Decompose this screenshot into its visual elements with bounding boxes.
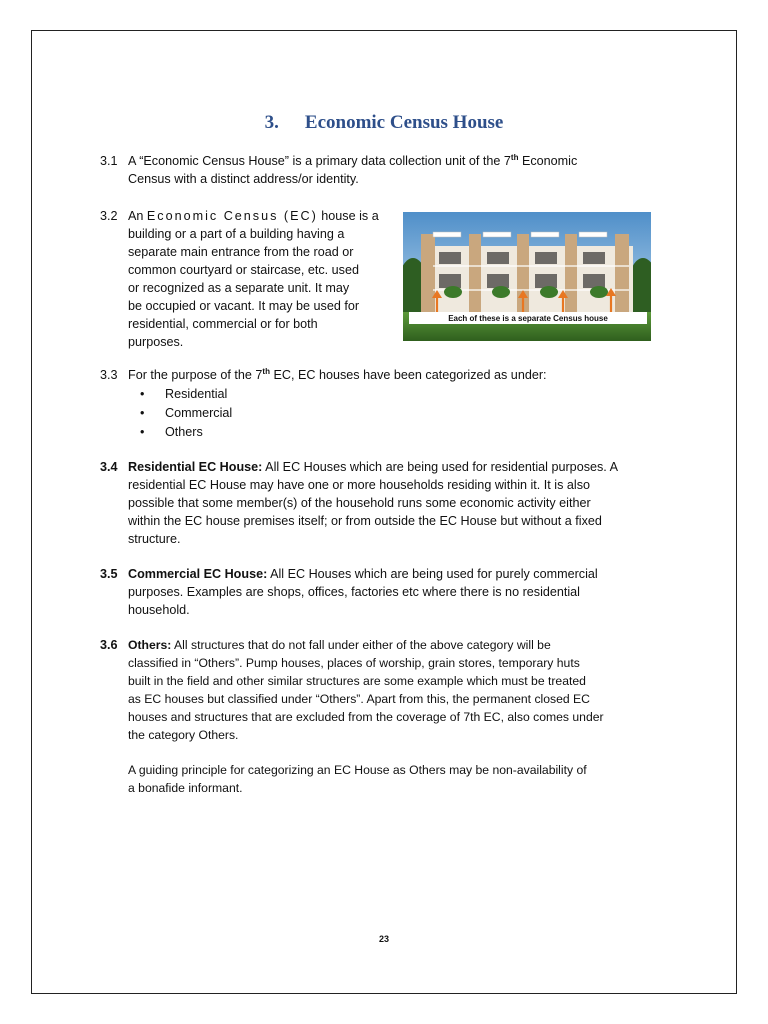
paragraph-line: All structures that do not fall under either of the above category will be (171, 638, 551, 652)
bullet-icon: • (140, 425, 145, 439)
paragraph-line: within the EC house premises itself; or from outside the EC House but without a fixed (128, 514, 602, 528)
paragraph-text: EC, EC houses have been categorized as under: (269, 368, 547, 382)
paragraph-text-spaced: Economic Census (EC) (146, 209, 318, 223)
category-list (140, 385, 232, 442)
paragraph-line: structure. (128, 532, 181, 546)
paragraph-line: residential, commercial or for both (128, 317, 318, 331)
section-heading: Economic Census House (304, 112, 504, 133)
paragraph-line: purposes. Examples are shops, offices, factories etc where there is no residential (128, 585, 580, 599)
paragraph-line: houses and structures that are excluded from the coverage of 7th EC, also comes under (128, 710, 604, 724)
paragraph-line: the category Others. (128, 728, 239, 742)
bullet-icon: • (140, 387, 145, 401)
bullet-icon: • (140, 406, 145, 420)
guiding-principle-line: A guiding principle for categorizing an EC House as Others may be non-availability of (128, 763, 587, 777)
page-number: 23 (378, 934, 389, 944)
paragraph-line: built in the field and other similar structures are some example which must be treated (128, 674, 586, 688)
paragraph-line: residential EC House may have one or more households residing within it. It is also (128, 478, 591, 492)
paragraph-line: purposes. (128, 335, 184, 349)
superscript: th (510, 153, 519, 162)
paragraph-line: All EC Houses which are being used for residential purposes. A (262, 460, 618, 474)
paragraph-text: house is a (317, 209, 379, 223)
paragraph-text: A “Economic Census House” is a primary data collection unit of the 7 (128, 154, 511, 168)
list-item (140, 423, 232, 442)
list-item (140, 385, 232, 404)
paragraph-line: All EC Houses which are being used for purely commercial (267, 567, 598, 581)
paragraph-line: or recognized as a separate unit. It may (128, 281, 350, 295)
paragraph-number: 3.6 (100, 638, 118, 652)
paragraph-number: 3.4 (100, 460, 118, 474)
paragraph-text: For the purpose of the 7 (128, 368, 263, 382)
paragraph-heading: Residential EC House: (128, 460, 263, 474)
paragraph-number: 3.3 (100, 368, 118, 382)
paragraph-line: be occupied or vacant. It may be used for (128, 299, 360, 313)
superscript: th (262, 367, 270, 376)
section-number: 3. (264, 112, 279, 133)
paragraph-line: household. (128, 603, 190, 617)
section-title (0, 112, 768, 134)
paragraph-line: as EC houses but classified under “Others”. Apart from this, the permanent closed EC (128, 692, 590, 706)
guiding-principle-line: a bonafide informant. (128, 781, 243, 795)
paragraph-line: classified in “Others”. Pump houses, places of worship, grain stores, temporary huts (128, 656, 580, 670)
paragraph-number: 3.5 (100, 567, 118, 581)
photo-caption: Each of these is a separate Census house (448, 314, 608, 323)
paragraph-text: An (128, 209, 147, 223)
list-item-text: Others (165, 425, 203, 439)
paragraph-line: separate main entrance from the road or (128, 245, 354, 259)
paragraph-text: Economic (518, 154, 578, 168)
list-item-text: Commercial (165, 406, 233, 420)
paragraph-line: possible that some member(s) of the household runs some economic activity either (128, 496, 591, 510)
list-item-text: Residential (165, 387, 228, 401)
paragraph-heading: Commercial EC House: (128, 567, 268, 581)
paragraph-number: 3.2 (100, 209, 118, 223)
paragraph-heading: Others: (128, 638, 172, 652)
list-item (140, 404, 232, 423)
paragraph-text: Census with a distinct address/or identity. (128, 172, 359, 186)
paragraph-number: 3.1 (100, 154, 118, 168)
paragraph-line: building or a part of a building having a (128, 227, 345, 241)
paragraph-line: common courtyard or staircase, etc. used (128, 263, 359, 277)
census-house-photo (403, 212, 651, 341)
